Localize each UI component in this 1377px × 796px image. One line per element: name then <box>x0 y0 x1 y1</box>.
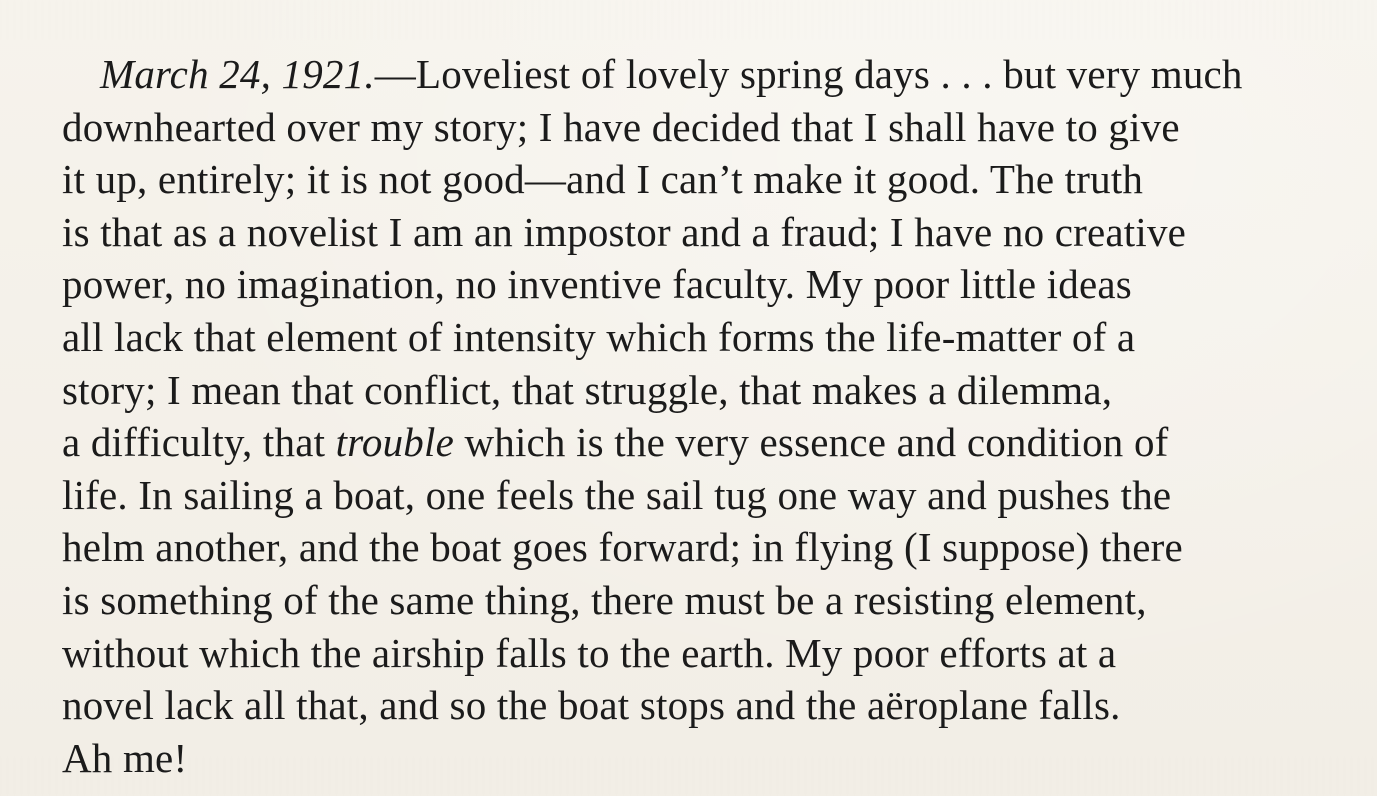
line-9: life. In sailing a boat, one feels the sail tug one way and pushes the <box>62 471 1172 518</box>
entry-date: March 24, 1921. <box>100 51 375 97</box>
line-7: story; I mean that conflict, that struggle, that makes a dilemma, <box>62 366 1113 413</box>
line-8-suffix: which is the very essence and condition of <box>464 419 1169 466</box>
line-4: is that as a novelist I am an impostor and a fraud; I have no creative <box>62 208 1187 255</box>
line-12: without which the airship falls to the earth. My poor efforts at a <box>62 629 1117 676</box>
line-5: power, no imagination, no inventive faculty. My poor little ideas <box>62 261 1132 308</box>
line-11: is something of the same thing, there must be a resisting element, <box>62 576 1147 623</box>
line-2: downhearted over my story; I have decided that I shall have to give <box>62 103 1180 150</box>
line-1 <box>62 48 1324 101</box>
line-8 <box>62 416 1324 469</box>
journal-entry <box>62 48 1324 784</box>
line-6: all lack that element of intensity which forms the life-matter of a <box>62 313 1136 360</box>
line-1-text: —Loveliest of lovely spring days . . . but very much <box>374 51 1243 97</box>
line-3: it up, entirely; it is not good—and I can’t make it good. The truth <box>62 156 1144 203</box>
line-10: helm another, and the boat goes forward; in flying (I suppose) there <box>62 524 1183 571</box>
line-14: Ah me! <box>62 734 188 781</box>
emphasis-word: trouble <box>335 419 454 466</box>
line-13: novel lack all that, and so the boat stops and the aëroplane falls. <box>62 682 1121 729</box>
show-through-top <box>0 0 1377 40</box>
line-8-prefix: a difficulty, that <box>62 419 336 466</box>
